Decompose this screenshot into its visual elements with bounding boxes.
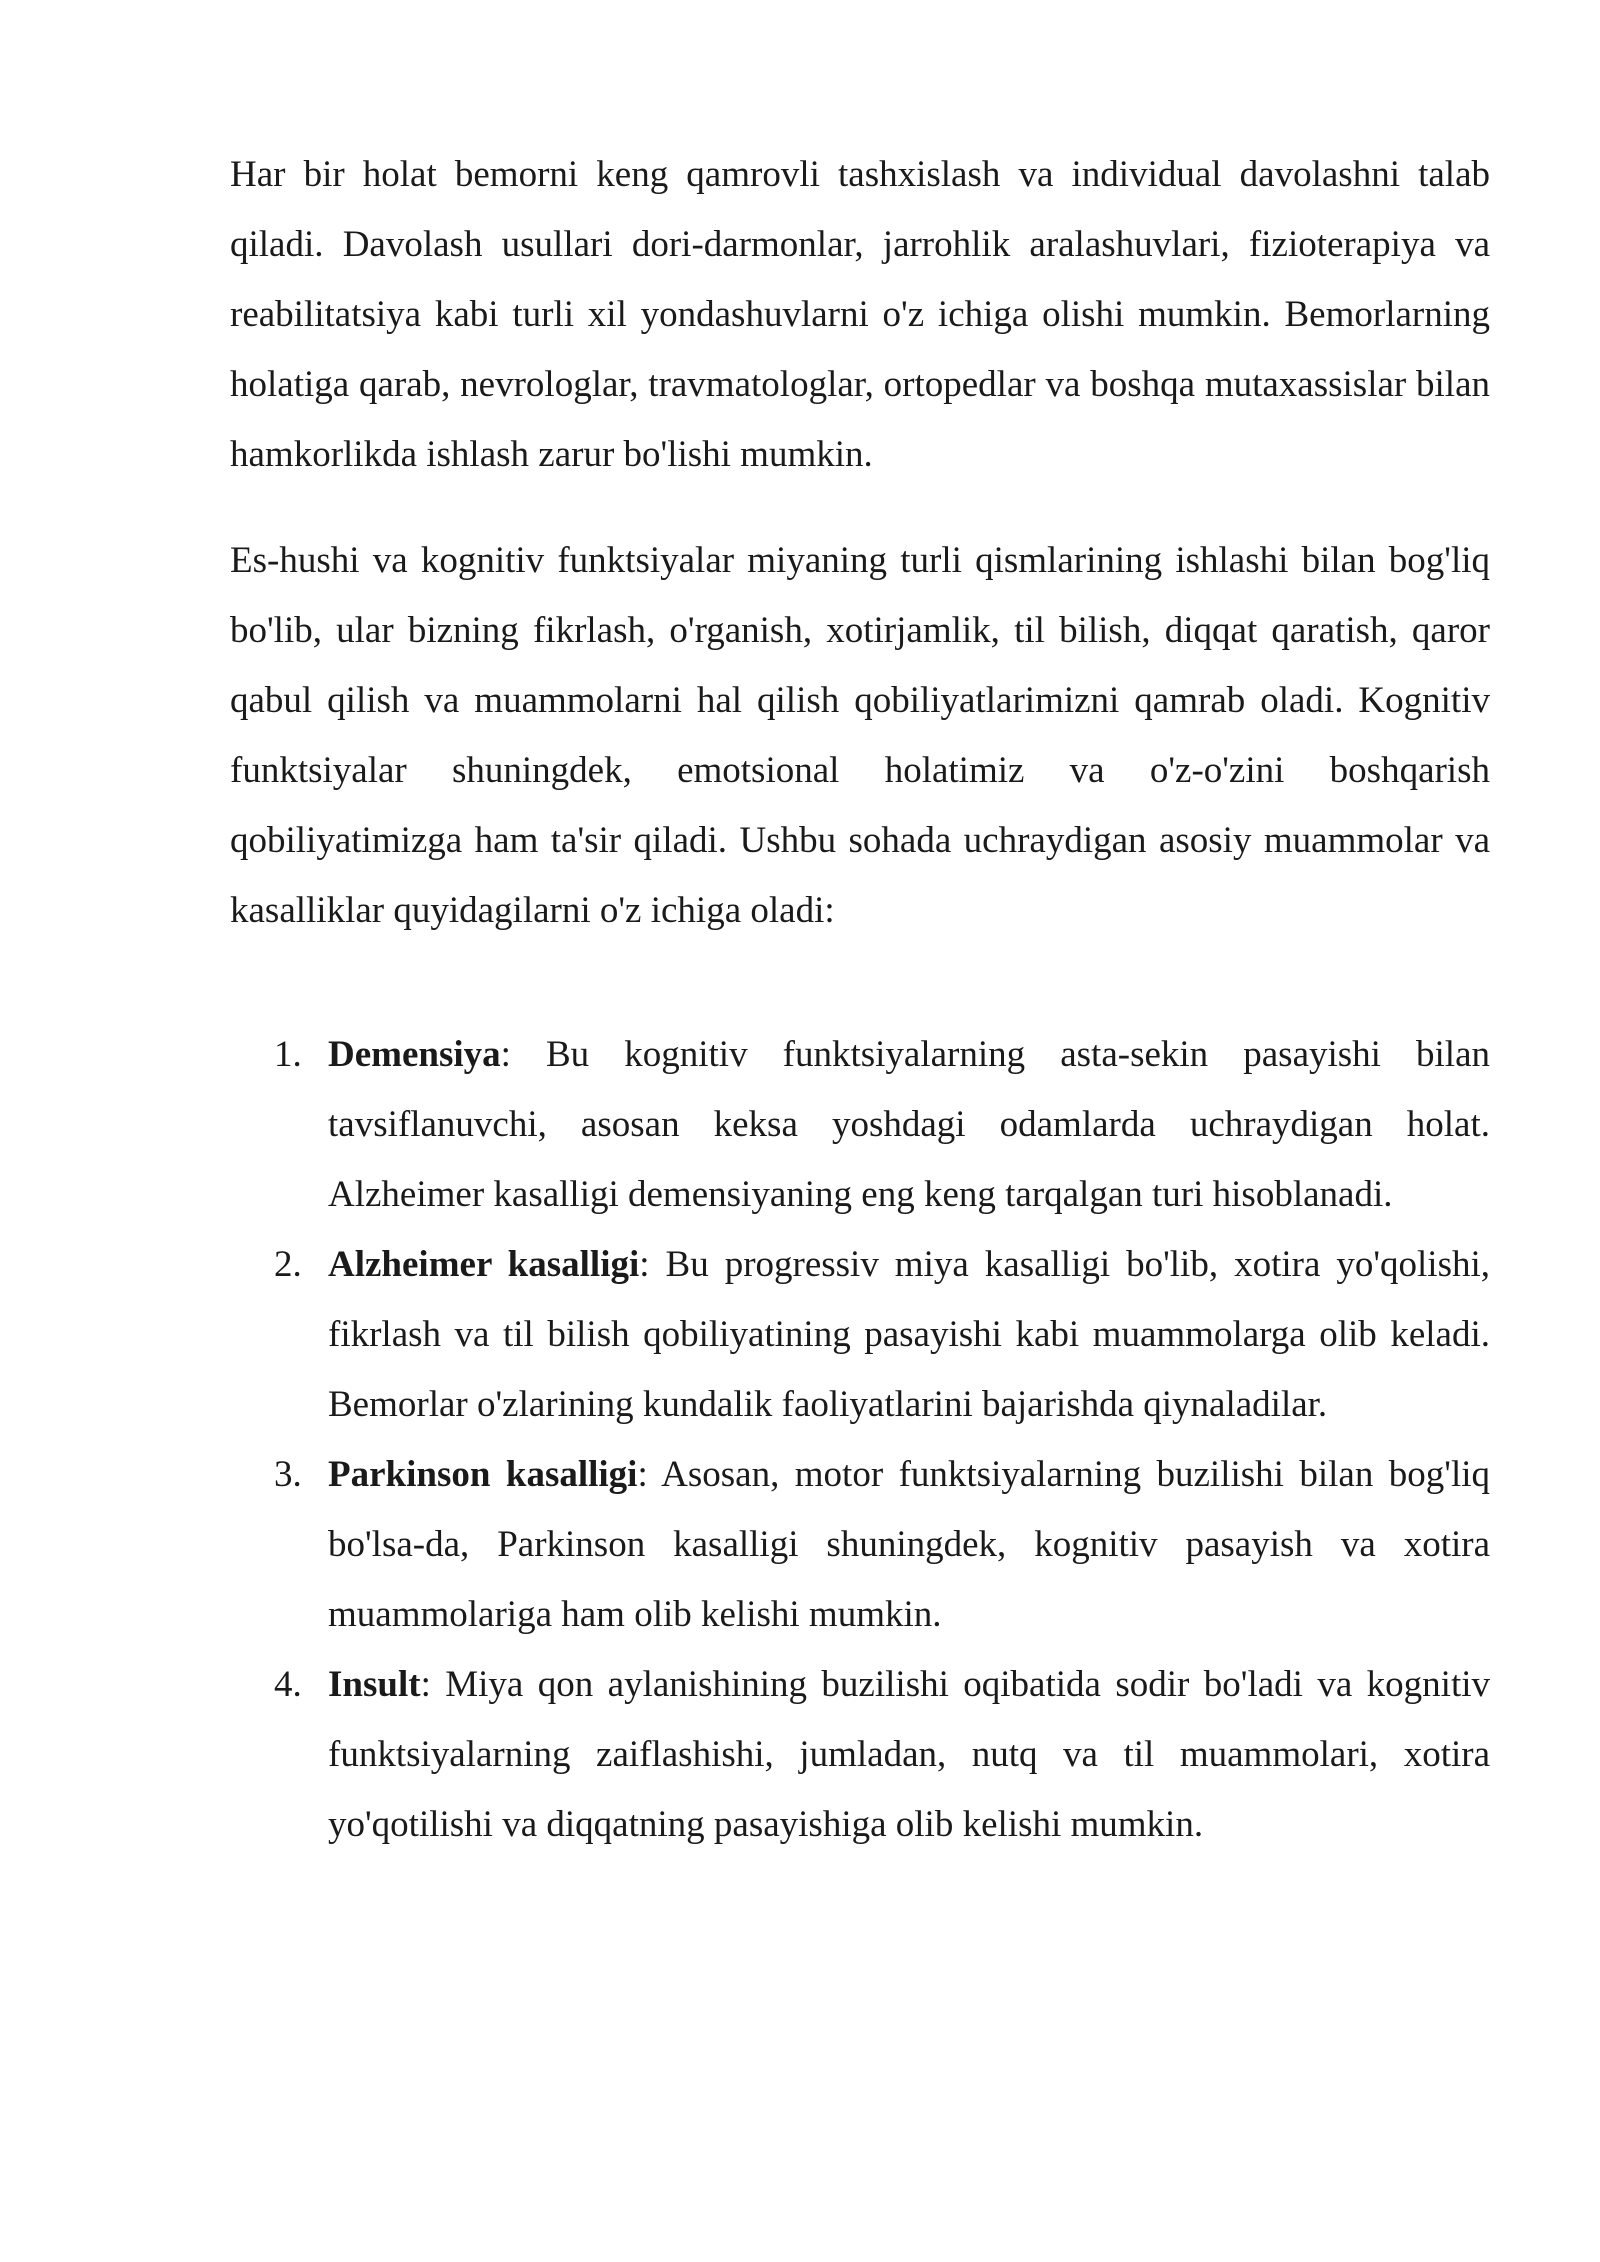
list-number: 2. <box>274 1244 302 1285</box>
list-term: Alzheimer kasalligi <box>328 1244 640 1285</box>
list-number: 1. <box>274 1034 302 1075</box>
document-page <box>230 140 1490 1860</box>
paragraph-cognitive-functions: Es-hushi va kognitiv funktsiyalar miyaning turli qismlarining ishlashi bilan bog'liq bo'lib, ular bizning fikrlash, o'rganish, xotirjamlik, til bilish, diqqat qaratish, qaror qabul qilish va muammolarni hal qilish qobiliyatlarimizni qamrab oladi. Kognitiv funktsiyalar shuningdek, emotsional holatimiz va o'z-o'zini boshqarish qobiliyatimizga ham ta'sir qiladi. Ushbu sohada uchraydigan asosiy muammolar va kasalliklar quyidagilarni o'z ichiga oladi: <box>230 540 1490 931</box>
list-term: Insult <box>328 1664 421 1705</box>
paragraph-treatment: Har bir holat bemorni keng qamrovli tashxislash va individual davolashni talab qiladi. Davolash usullari dori-darmonlar, jarrohlik aralashuvlari, fizioterapiya va reabilitatsiya kabi turli xil yondashuvlarni o'z ichiga olishi mumkin. Bemorlarning holatiga qarab, nevrologlar, travmatologlar, ortopedlar va boshqa mutaxassislar bilan hamkorlikda ishlash zarur bo'lishi mumkin. <box>230 154 1490 475</box>
list-item-demensiya <box>230 1020 1490 1230</box>
list-item-alzheimer <box>230 1230 1490 1440</box>
list-term: Demensiya <box>328 1034 501 1075</box>
list-item-insult <box>230 1650 1490 1860</box>
list-description: : Miya qon aylanishining buzilishi oqibatida sodir bo'ladi va kognitiv funktsiyalarning zaiflashishi, jumladan, nutq va til muammolari, xotira yo'qotilishi va diqqatning pasayishiga olib kelishi mumkin. <box>328 1664 1490 1845</box>
list-number: 3. <box>274 1454 302 1495</box>
list-number: 4. <box>274 1664 302 1705</box>
list-term: Parkinson kasalligi <box>328 1454 638 1495</box>
list-description: : Bu progressiv miya kasalligi bo'lib, xotira yo'qolishi, fikrlash va til bilish qobiliyatining pasayishi kabi muammolarga olib keladi. Bemorlar o'zlarining kundalik faoliyatlarini bajarishda qiynaladilar. <box>328 1244 1490 1425</box>
list-description: : Asosan, motor funktsiyalarning buzilishi bilan bog'liq bo'lsa-da, Parkinson kasalligi shuningdek, kognitiv pasayish va xotira muammolariga ham olib kelishi mumkin. <box>328 1454 1491 1635</box>
list-item-parkinson <box>230 1440 1490 1650</box>
disease-list <box>230 1020 1490 1860</box>
list-description: : Bu kognitiv funktsiyalarning asta-sekin pasayishi bilan tavsiflanuvchi, asosan keksa yoshdagi odamlarda uchraydigan holat. Alzheimer kasalligi demensiyaning eng keng tarqalgan turi hisoblanadi. <box>328 1034 1490 1215</box>
